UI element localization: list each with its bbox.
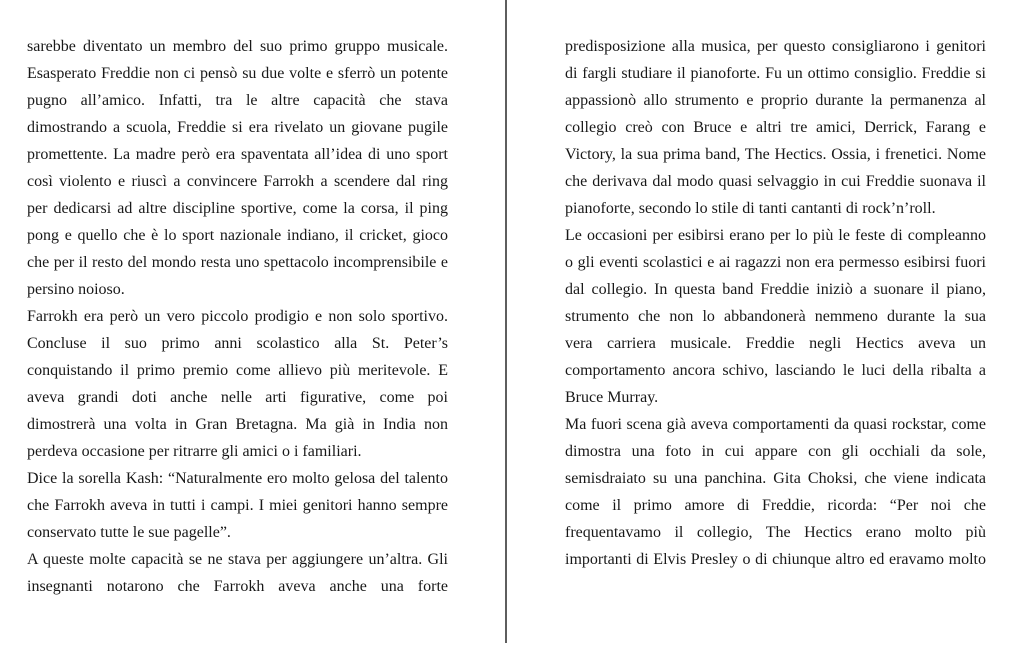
text-line: o gli eventi scolastici e ai ragazzi non era permesso esibirsi fuori	[565, 254, 986, 271]
text-line: di fargli studiare il pianoforte. Fu un ottimo consiglio. Freddie si	[565, 65, 986, 82]
text-line: Le occasioni per esibirsi erano per lo più le feste di compleanno	[565, 227, 986, 244]
text-line: semisdraiato su una panchina. Gita Choksi, che viene indicata	[565, 470, 986, 487]
text-line: che derivava dal modo quasi selvaggio in cui Freddie suonava il	[565, 173, 986, 190]
text-line: che Farrokh aveva in tutti i campi. I miei genitori hanno sempre	[27, 497, 448, 514]
right-page-text	[565, 33, 986, 573]
text-line: pugno all’amico. Infatti, tra le altre capacità che stava	[27, 92, 448, 109]
text-line: strumento che non lo abbandonerà nemmeno durante la sua	[565, 308, 986, 325]
text-line: pianoforte, secondo lo stile di tanti cantanti di rock’n’roll.	[565, 200, 936, 217]
text-line: aveva grandi doti anche nelle arti figurative, come poi	[27, 389, 448, 406]
text-line: persino noioso.	[27, 281, 125, 298]
text-line: frequentavamo il collegio, The Hectics erano molto più	[565, 524, 986, 541]
left-page-text	[27, 33, 448, 600]
text-line: comportamento ancora schivo, lasciando le luci della ribalta a	[565, 362, 986, 379]
text-line: Farrokh era però un vero piccolo prodigio e non solo sportivo.	[27, 308, 448, 325]
text-line: A queste molte capacità se ne stava per aggiungere un’altra. Gli	[27, 551, 448, 568]
text-line: promettente. La madre però era spaventata all’idea di uno sport	[27, 146, 448, 163]
text-line: conservato tutte le sue pagelle”.	[27, 524, 231, 541]
text-line: dimostra una foto in cui appare con gli occhiali da sole,	[565, 443, 986, 460]
text-line: Esasperato Freddie non ci pensò su due volte e sferrò un potente	[27, 65, 448, 82]
text-line: collegio creò con Bruce e altri tre amici, Derrick, Farang e	[565, 119, 986, 136]
text-line: come il primo amore di Freddie, ricorda: “Per noi che	[565, 497, 986, 514]
text-line: perdeva occasione per ritrarre gli amici o i familiari.	[27, 443, 362, 460]
text-line: conquistando il primo premio come allievo più meritevole. E	[27, 362, 448, 379]
text-line: che per il resto del mondo resta uno spettacolo incomprensibile e	[27, 254, 448, 271]
text-line: Ma fuori scena già aveva comportamenti da quasi rockstar, come	[565, 416, 986, 433]
text-line: Bruce Murray.	[565, 389, 659, 406]
text-line: Concluse il suo primo anni scolastico alla St. Peter’s	[27, 335, 448, 352]
text-line: dal collegio. In questa band Freddie iniziò a suonare il piano,	[565, 281, 986, 298]
text-line: così violento e riuscì a convincere Farrokh a scendere dal ring	[27, 173, 448, 190]
text-line: vera carriera musicale. Freddie negli Hectics aveva un	[565, 335, 986, 352]
page-divider	[505, 0, 507, 643]
text-line: pong e quello che è lo sport nazionale indiano, il cricket, gioco	[27, 227, 448, 244]
text-line: dimostrando a scuola, Freddie si era rivelato un giovane pugile	[27, 119, 448, 136]
text-line: predisposizione alla musica, per questo consigliarono i genitori	[565, 38, 986, 55]
text-line: importanti di Elvis Presley o di chiunque altro ed eravamo molto	[565, 551, 986, 568]
text-line: insegnanti notarono che Farrokh aveva anche una forte	[27, 578, 448, 595]
text-line: Victory, la sua prima band, The Hectics. Ossia, i frenetici. Nome	[565, 146, 986, 163]
text-line: per dedicarsi ad altre discipline sportive, come la corsa, il ping	[27, 200, 448, 217]
text-line: sarebbe diventato un membro del suo primo gruppo musicale.	[27, 38, 448, 55]
text-line: appassionò allo strumento e proprio durante la permanenza al	[565, 92, 986, 109]
text-line: Dice la sorella Kash: “Naturalmente ero molto gelosa del talento	[27, 470, 448, 487]
text-line: dimostrerà una volta in Gran Bretagna. Ma già in India non	[27, 416, 448, 433]
